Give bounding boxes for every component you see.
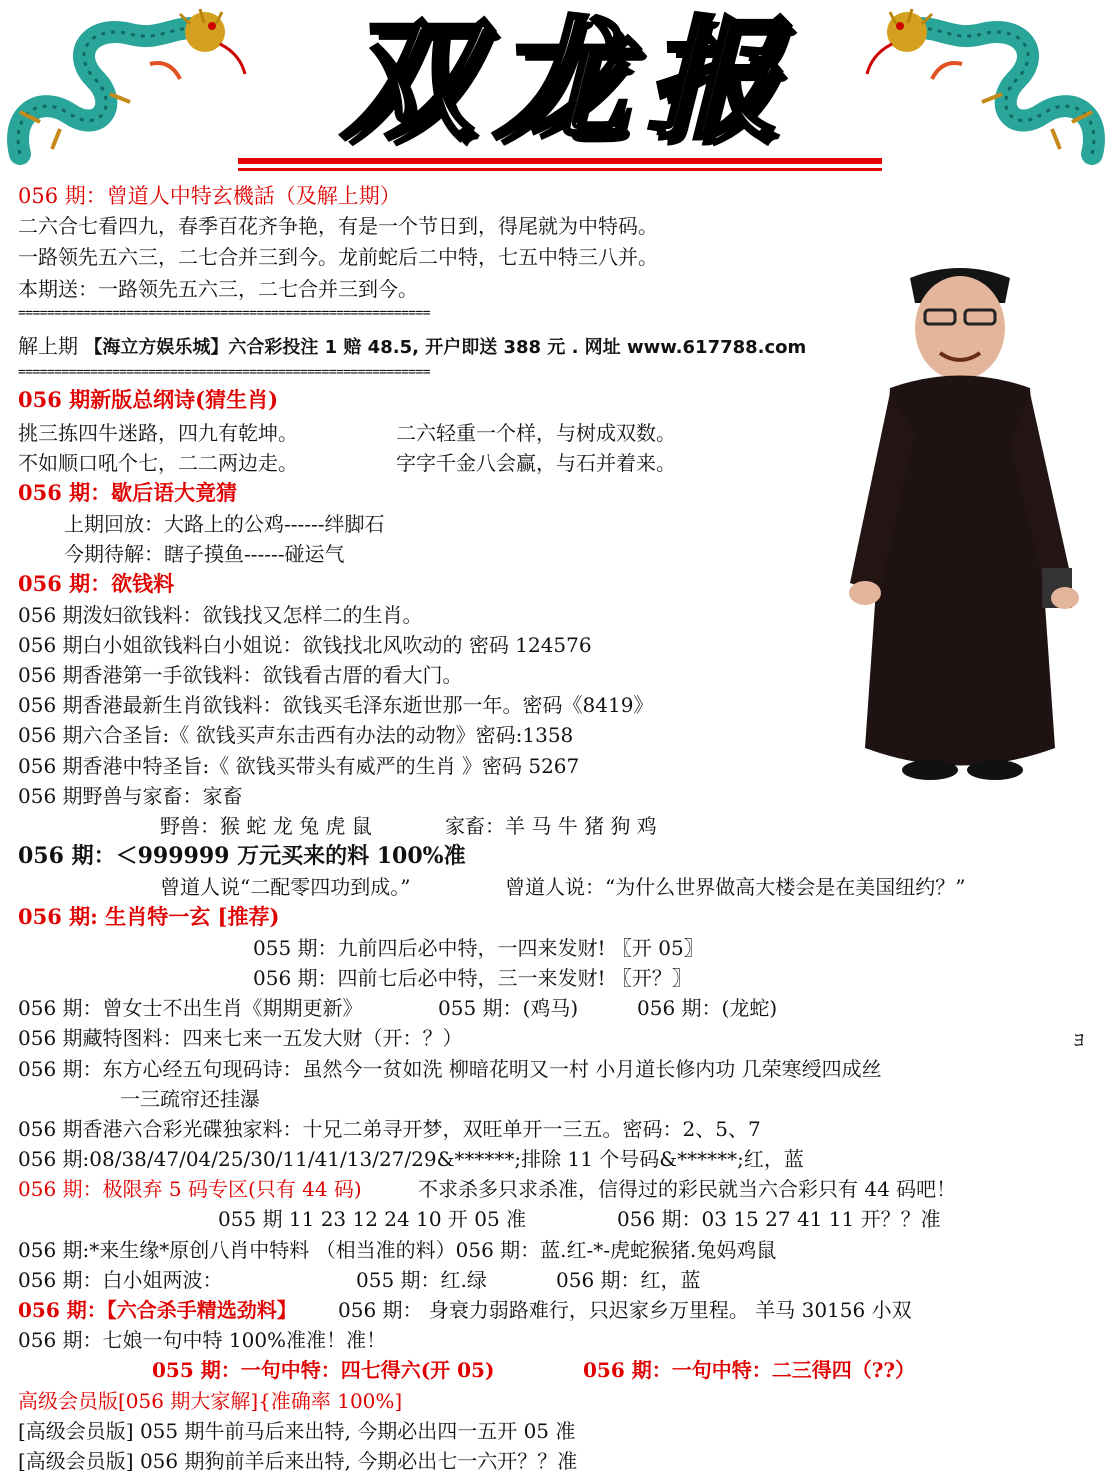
highlight-line: 055 期：一句中特：四七得六(开 05) (152, 1358, 495, 1382)
tip-line: 056 期白小姐欲钱料白小姐说：欲钱找北风吹动的 密码 124576 (18, 633, 592, 657)
priest-figure-icon (830, 258, 1090, 788)
tip-line: 二六合七看四九，春季百花齐争艳，有是一个节日到，得尾就为中特码。 (18, 214, 658, 238)
tip-line: 不求杀多只求杀准，信得过的彩民就当六合彩只有 44 码吧！ (418, 1177, 957, 1201)
tip-line: 056 期:*来生缘*原创八肖中特料 （相当准的料）056 期：蓝.红-*-虎蛇猴猪.兔妈鸡鼠 (18, 1238, 777, 1262)
section-heading: 056 期：欲钱料 (18, 571, 175, 596)
tip-line: 056 期藏特图料：四来七来一五发大财（开：？） (18, 1026, 463, 1050)
tip-line: 056 期香港中特圣旨:《 欲钱买带头有威严的生肖 》密码 5267 (18, 754, 580, 778)
ad-line (18, 332, 806, 362)
tip-line: 056 期野兽与家畜：家畜 (18, 784, 243, 808)
highlight-line: 056 期：一句中特：二三得四（??） (583, 1358, 916, 1382)
masthead-title: 双龙报 (342, 4, 798, 158)
tip-line: 一三疏帘还挂瀑 (120, 1087, 260, 1111)
section-heading: 056 期: 生肖特一玄 [推荐) (18, 904, 280, 929)
section-heading: 056 期：极限弃 5 码专区(只有 44 码) (18, 1177, 362, 1201)
tip-line: 056 期香港最新生肖欲钱料：欲钱买毛泽东逝世那一年。密码《8419》 (18, 693, 654, 717)
tip-line: 056 期：白小姐两波： (18, 1268, 223, 1292)
tip-line: 056 期：七娘一句中特 100%准准！准！ (18, 1328, 387, 1352)
tip-line: 一路领先五六三，二七合并三到今。龙前蛇后二中特，七五中特三八并。 (18, 245, 658, 269)
tip-line: 056 期： 身衰力弱路难行，只迟家乡万里程。 羊马 30156 小双 (338, 1298, 912, 1322)
section-heading: 056 期：＜999999 万元买来的料 100%准 (18, 843, 466, 869)
separator-line: ========================================================= (18, 365, 430, 380)
section-heading: 056 期：【六合杀手精选劲料】 (18, 1298, 297, 1322)
number-line: 055 期 11 23 12 24 10 开 05 准 (218, 1207, 527, 1231)
number-line: 056 期：03 15 27 41 11 开？？准 (617, 1207, 941, 1231)
separator-line: ========================================================= (18, 306, 430, 321)
tip-line: 056 期：东方心经五句现码诗：虽然今一贫如洗 柳暗花明又一村 小月道长修内功 几荣寒绶四成丝 (18, 1057, 882, 1081)
section-heading: 056 期：歇后语大竟猜 (18, 480, 238, 505)
section-heading: 高级会员版[056 期大家解]{准确率 100%] (18, 1389, 403, 1413)
tip-line: 本期送：一路领先五六三，二七合并三到今。 (18, 277, 418, 301)
tip-line: [高级会员版] 055 期牛前马后来出特, 今期必出四一五开 05 准 (18, 1419, 576, 1443)
quote-line: 曾道人说“二配零四功到成。” (160, 875, 411, 899)
tip-line: 055 期：(鸡马) (438, 996, 579, 1020)
tip-heading: 056 期：曾道人中特玄機話（及解上期） (18, 184, 401, 208)
tip-line: 056 期：红，蓝 (556, 1268, 701, 1292)
poem-line: 不如顺口吼个七，二二两边走。 (18, 451, 298, 475)
ad-label: 解上期 (18, 334, 78, 358)
tip-line: 056 期:08/38/47/04/25/30/11/41/13/27/29&******;排除 11 个号码&******;红，蓝 (18, 1147, 804, 1171)
title-underline (238, 158, 882, 164)
tip-line: 056 期六合圣旨:《 欲钱买声东击西有办法的动物》密码:1358 (18, 723, 574, 747)
title-underline-thin (238, 168, 882, 171)
riddle-line: 今期待解：瞎子摸鱼------碰运气 (64, 542, 345, 566)
tip-line: 055 期：九前四后必中特，一四来发财! 〖开 05〗 (253, 936, 704, 960)
masthead (0, 0, 1118, 182)
tip-line: 056 期：四前七后必中特，三一来发财! 〖开？〗 (253, 966, 692, 990)
animal-list: 家畜：羊 马 牛 猪 狗 鸡 (445, 814, 657, 838)
dragon-right-icon (862, 4, 1112, 174)
tip-line: 056 期：曾女士不出生肖《期期更新》 (18, 996, 363, 1020)
tip-line: 056 期香港第一手欲钱料：欲钱看古厝的看大门。 (18, 663, 463, 687)
poem-line: 挑三拣四牛迷路，四九有乾坤。 (18, 421, 298, 445)
ad-text: 【海立方娱乐城】六合彩投注 1 赔 48.5, 开户即送 388 元 . 网址 www.617788.com (84, 337, 807, 358)
poem-line: 二六轻重一个样，与树成双数。 (396, 421, 676, 445)
stray-mark: ﾖ (1074, 1028, 1084, 1052)
dragon-left-icon (0, 4, 250, 174)
riddle-line: 上期回放：大路上的公鸡------绊脚石 (64, 512, 385, 536)
animal-list: 野兽：猴 蛇 龙 兔 虎 鼠 (160, 814, 372, 838)
tip-line: 055 期：红.绿 (356, 1268, 487, 1292)
section-heading: 056 期新版总纲诗(猜生肖) (18, 387, 279, 412)
poem-line: 字字千金八会赢，与石并着来。 (396, 451, 676, 475)
tip-line: [高级会员版] 056 期狗前羊后来出特, 今期必出七一六开？？准 (18, 1449, 578, 1473)
tip-line: 056 期泼妇欲钱料：欲钱找又怎样二的生肖。 (18, 603, 423, 627)
quote-line: 曾道人说：“为什么世界做高大楼会是在美国纽约？” (505, 875, 966, 899)
tip-line: 056 期：(龙蛇) (637, 996, 778, 1020)
tip-line: 056 期香港六合彩光碟独家料：十兄二弟寻开梦，双旺单开一三五。密码：2、5、7 (18, 1117, 761, 1141)
